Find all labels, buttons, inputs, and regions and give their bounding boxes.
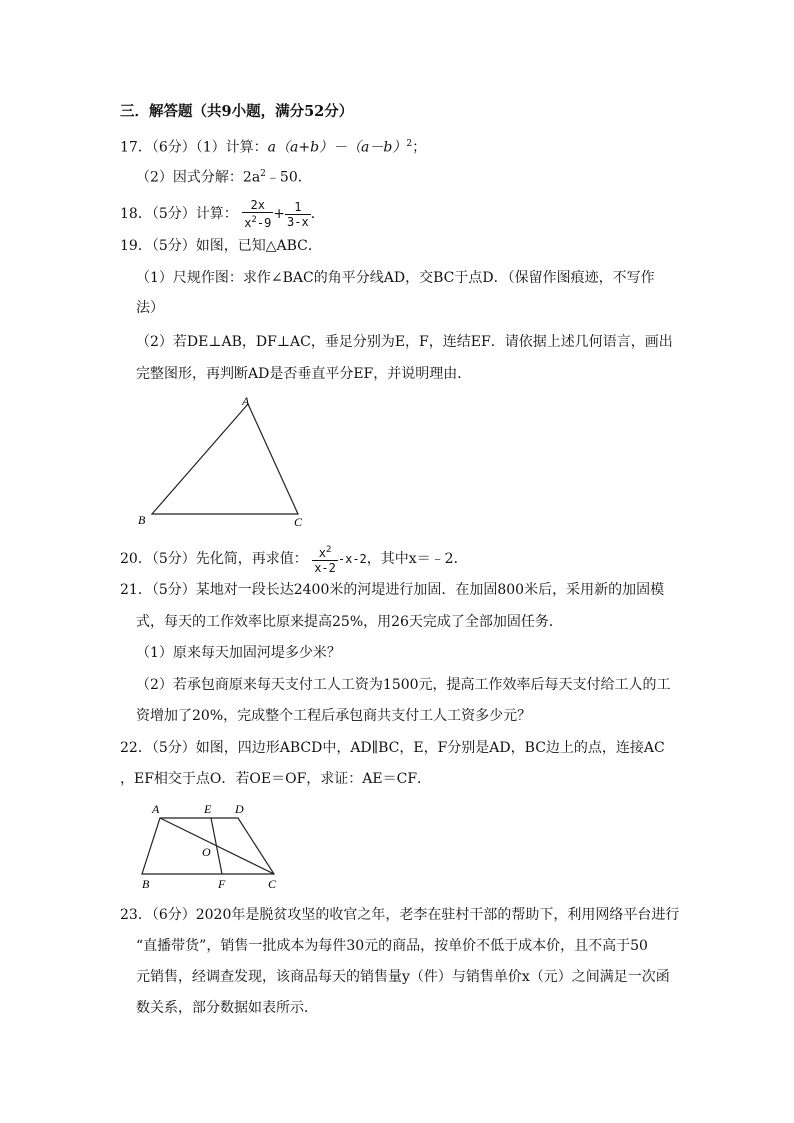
q18-f1-den	[242, 212, 273, 230]
q20-f-num	[312, 543, 338, 560]
q18-f1-den-tail: -9	[256, 216, 272, 230]
q21-l4: （2）若承包商原来每天支付工人工资为1500元，提高工作效率后每天支付给工人的工	[136, 677, 671, 693]
q20-rest: -x-2	[337, 552, 367, 566]
q20-tail: ，其中x＝﹣2．	[366, 551, 468, 567]
q23-l2: “直播带货”，销售一批成本为每件30元的商品，按单价不低于成本价，且不高于50	[136, 938, 648, 954]
q20-f-num-base: x	[318, 546, 326, 560]
q18-f1-den-exp: 2	[251, 215, 257, 225]
label-c: C	[268, 877, 277, 891]
q23-l4: 数关系，部分数据如表所示．	[136, 1000, 318, 1016]
section-header: 三．解答题（共9小题，满分52分）	[120, 103, 354, 120]
label-d: D	[235, 802, 244, 816]
label-a: A	[242, 394, 250, 408]
q20-fraction	[312, 543, 338, 575]
label-a: A	[152, 802, 160, 816]
q20-f-num-exp: 2	[325, 545, 332, 555]
q18-tail: ．	[310, 206, 325, 222]
quadrilateral-abcd-figure	[138, 798, 288, 892]
label-c: C	[294, 515, 303, 529]
q17-tail: ；	[412, 139, 427, 156]
label-f: F	[218, 877, 226, 891]
q17-line2	[136, 164, 312, 188]
q17-expr: a（a+b）－（a－b）	[267, 139, 407, 156]
q23-l1: 23．（6分）2020年是脱贫攻坚的收官之年，老李在驻村干部的帮助下，利用网络平台进行	[120, 907, 680, 923]
q21-l1: 21．（5分）某地对一段长达2400米的河堤进行加固．在加固800米后，采用新的加固模	[120, 582, 665, 598]
label-o: O	[202, 845, 211, 859]
q17-exp: 2	[406, 139, 413, 149]
q19-p2-l1: （2）若DE⊥AB，DF⊥AC，垂足分别为E，F，连结EF．请依据上述几何语言，画出	[136, 334, 673, 350]
q19-p1-l2: 法）	[136, 300, 164, 316]
q20-head: 20．（5分）先化简，再求值：	[120, 551, 308, 567]
triangle-abc-figure	[130, 392, 320, 530]
q18-fraction-2	[285, 200, 311, 229]
q17-line1	[120, 134, 426, 158]
q19-p1-l1: （1）尺规作图：求作∠BAC的角平分线AD，交BC于点D．（保留作图痕迹，不写作	[136, 270, 655, 286]
q17-head: 17．（6分）（1）计算：	[120, 139, 268, 156]
q18-head: 18．（5分）计算：	[120, 206, 238, 222]
q18-f2-num: 1	[294, 199, 302, 214]
triangle-abc	[152, 404, 298, 514]
q18-fraction-1	[242, 198, 273, 230]
q18-line	[120, 198, 325, 230]
q19-p2-l2: 完整图形，再判断AD是否垂直平分EF，并说明理由．	[136, 366, 472, 382]
q22-l1: 22．（5分）如图，四边形ABCD中，AD∥BC，E，F分别是AD，BC边上的点，连接AC	[120, 740, 665, 756]
label-b: B	[142, 877, 150, 891]
q18-f1-den-base: x	[244, 216, 252, 230]
q20-f-den: x-2	[314, 561, 336, 575]
q22-l2: ，EF相交于点O．若OE＝OF，求证：AE＝CF．	[120, 771, 432, 787]
q21-l5: 资增加了20%，完成整个工程后承包商共支付工人工资多少元？	[136, 708, 532, 724]
q17-p2-tail: ﹣50．	[265, 169, 312, 186]
q21-l3: （1）原来每天加固河堤多少米？	[136, 645, 341, 661]
label-b: B	[138, 513, 146, 527]
q20-line	[120, 543, 468, 575]
label-e: E	[204, 802, 212, 816]
q18-f2-den: 3-x	[287, 214, 309, 229]
q17-p2: （2）因式分解：2a	[136, 169, 261, 186]
q18-f1-num: 2x	[250, 198, 265, 212]
segment-ef	[211, 818, 222, 874]
q21-l2: 式，每天的工作效率比原来提高25%，用26天完成了全部加固任务．	[136, 614, 563, 630]
q23-l3: 元销售，经调查发现，该商品每天的销售量y（件）与销售单价x（元）之间满足一次函	[136, 969, 670, 985]
q17-p2-exp: 2	[260, 169, 266, 179]
q18-plus: +	[273, 206, 286, 222]
q19-head: 19．（5分）如图，已知△ABC．	[120, 238, 322, 254]
